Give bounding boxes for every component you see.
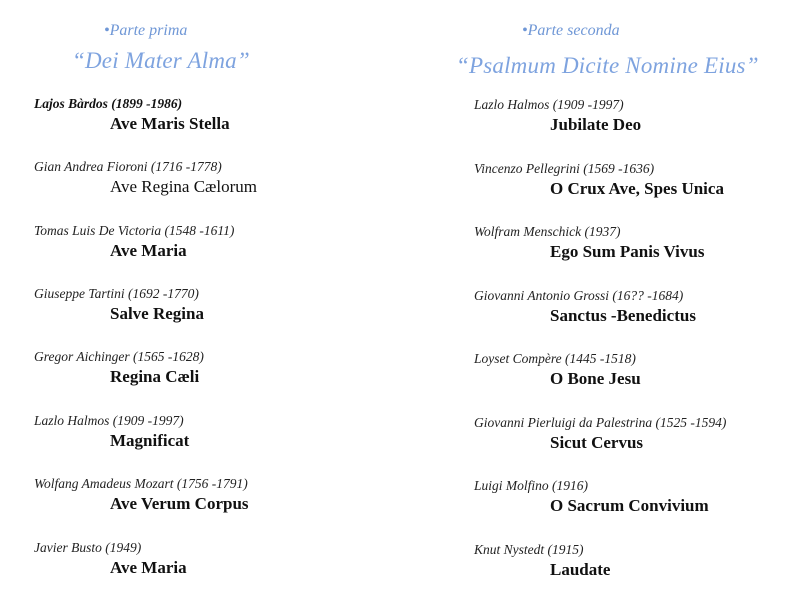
part-two-title: “Psalmum Dicite Nomine Eius”: [456, 53, 759, 78]
work-title: O Sacrum Convivium: [550, 496, 709, 515]
program-entry: [34, 349, 204, 387]
composer-name: Loyset Compère (1445 -1518): [474, 351, 636, 366]
composer-name: Lazlo Halmos (1909 -1997): [34, 413, 184, 428]
work-title: Sanctus -Benedictus: [550, 306, 696, 325]
program-entry: [474, 161, 724, 199]
program-entry: [34, 286, 204, 324]
work-title: Ave Maris Stella: [110, 114, 230, 133]
composer-name: Lazlo Halmos (1909 -1997): [474, 97, 624, 112]
work-title: Sicut Cervus: [550, 433, 644, 452]
work-title: O Crux Ave, Spes Unica: [550, 179, 724, 198]
composer-name: Lajos Bàrdos (1899 -1986): [34, 96, 183, 111]
program-entry: [474, 351, 641, 389]
program-entry: [34, 223, 234, 261]
program-entry: [34, 540, 187, 578]
program-entry: [474, 288, 696, 326]
work-title: Laudate: [550, 560, 611, 579]
work-title: Magnificat: [110, 431, 190, 450]
composer-name: Gregor Aichinger (1565 -1628): [34, 349, 204, 364]
composer-name: Knut Nystedt (1915): [474, 542, 584, 557]
composer-name: Giovanni Antonio Grossi (16?? -1684): [474, 288, 684, 303]
composer-name: Wolfang Amadeus Mozart (1756 -1791): [34, 476, 248, 491]
work-title: Ave Verum Corpus: [110, 494, 249, 513]
composer-name: Javier Busto (1949): [34, 540, 142, 555]
work-title: Ego Sum Panis Vivus: [550, 242, 705, 261]
work-title: Ave Maria: [110, 241, 187, 260]
program-entry: [474, 224, 704, 262]
composer-name: Giuseppe Tartini (1692 -1770): [34, 286, 199, 301]
composer-name: Luigi Molfino (1916): [474, 478, 588, 493]
part-one-title: “Dei Mater Alma”: [72, 48, 250, 73]
work-title: Jubilate Deo: [550, 115, 642, 134]
program-entry: [474, 415, 726, 453]
program-entry: [34, 159, 257, 197]
work-title: O Bone Jesu: [550, 369, 641, 388]
part-two-label: •Parte seconda: [522, 22, 620, 39]
work-title: Ave Regina Cælorum: [110, 177, 257, 196]
composer-name: Tomas Luis De Victoria (1548 -1611): [34, 223, 235, 238]
program-entry: [34, 413, 189, 451]
program-entry: [34, 476, 249, 514]
composer-name: Wolfram Menschick (1937): [474, 224, 621, 239]
work-title: Salve Regina: [110, 304, 204, 323]
program-entry: [34, 96, 230, 134]
program-entry: [474, 478, 709, 516]
program-entry: [474, 542, 610, 580]
part-one-label: •Parte prima: [104, 22, 188, 39]
composer-name: Gian Andrea Fioroni (1716 -1778): [34, 159, 222, 174]
work-title: Ave Maria: [110, 558, 187, 577]
work-title: Regina Cæli: [110, 367, 200, 386]
program-entry: [474, 97, 641, 135]
composer-name: Vincenzo Pellegrini (1569 -1636): [474, 161, 655, 176]
composer-name: Giovanni Pierluigi da Palestrina (1525 -1594): [474, 415, 727, 430]
